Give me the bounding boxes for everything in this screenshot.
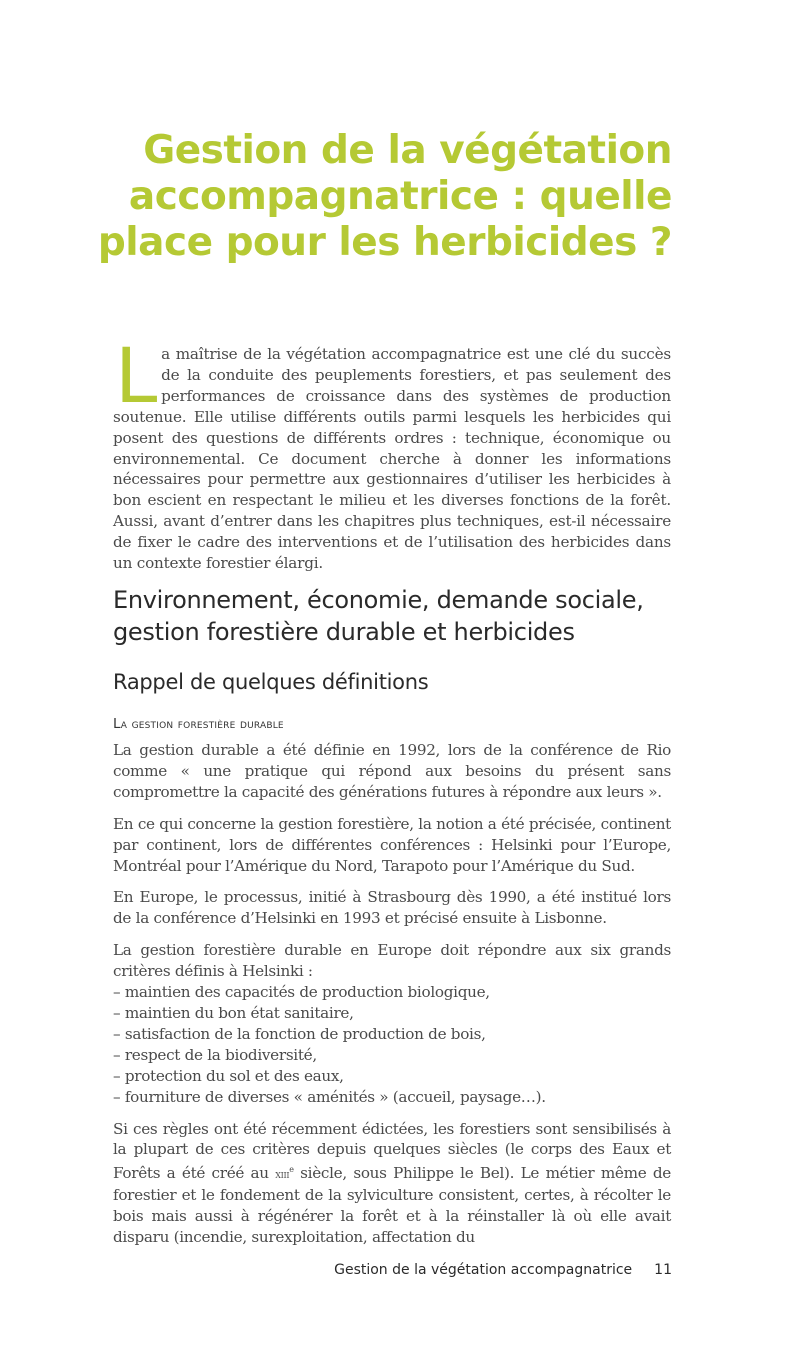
page-footer — [334, 1262, 672, 1278]
intro-paragraph — [113, 331, 671, 574]
criteria-list-item: – protection du sol et des eaux, — [113, 1066, 344, 1085]
intro-text: a maîtrise de la végétation accompagnatrice est une clé du succès de la conduite des peuplements forestiers, et pas seulement des performances de croissance dans des systèmes de production soutenue. Elle utilise différents outils parmi lesquels les herbicides qui posent des questions de différents ordres : technique, économique ou environnemental. Ce document cherche à donner les informations nécessaires pour permettre aux gestionnaires d’utiliser les herbicides à bon escient en respectant le milieu et les diverses fonctions de la forêt. Aussi, avant d’entrer dans les chapitres plus techniques, est-il nécessaire de fixer le cadre des interventions et de l’utilisation des herbicides dans un contexte forestier élargi. — [113, 345, 671, 573]
paragraph-europe-process: En Europe, le processus, initié à Strasbourg dès 1990, a été institué lors de la conférence d’Helsinki en 1993 et précisé ensuite à Lisbonne. — [113, 888, 671, 928]
subsection-heading: Rappel de quelques définitions — [113, 670, 429, 694]
page-number: 11 — [654, 1262, 672, 1278]
running-title: Gestion de la végétation accompagnatrice — [334, 1262, 633, 1278]
subsubsection-heading: La gestion forestière durable — [113, 716, 284, 732]
section-heading: Environnement, économie, demande sociale, gestion forestière durable et herbicides — [113, 586, 644, 646]
criteria-list-item: – maintien du bon état sanitaire, — [113, 1003, 354, 1022]
paragraph-six-criteria — [113, 940, 671, 1107]
criteria-list-item: – satisfaction de la fonction de production de bois, — [113, 1024, 486, 1043]
history-text-part2: siècle, sous Philippe le Bel). Le métier même de forestier et le fondement de la sylviculture consistent, certes, à récolter le bois mais aussi à régénérer la forêt et à la réinstaller là où elle avait disparu (incendie, surexploitation, affectation du — [113, 1164, 671, 1247]
century-numeral: xiii — [275, 1167, 290, 1182]
paragraph-rio-definition: La gestion durable a été définie en 1992, lors de la conférence de Rio comme « une pratique qui répond aux besoins du présent sans compromettre la capacité des générations futures à répondre aux leurs ». — [113, 741, 671, 801]
chapter-title: Gestion de la végétation accompagnatrice : quelle place pour les herbicides ? — [97, 128, 672, 265]
history-text-part1: Si ces règles ont été récemment édictées, les forestiers sont sensibilisés à la plupart de ces critères depuis quelques siècles (le corps des Eaux et Forêts a été créé au — [113, 1119, 671, 1183]
century-superscript: e — [289, 1165, 294, 1175]
criteria-list-item: – respect de la biodiversité, — [113, 1045, 317, 1064]
criteria-list-item: – fourniture de diverses « aménités » (accueil, paysage…). — [113, 1087, 546, 1106]
drop-cap: L — [115, 331, 158, 420]
paragraph-continent-conferences: En ce qui concerne la gestion forestière, la notion a été précisée, continent par continent, lors de différentes conférences : Helsinki pour l’Europe, Montréal pour l’Amérique du Nord, Tarapoto pour l’Amérique du Sud. — [113, 814, 671, 875]
paragraph-history — [113, 1119, 671, 1249]
body-text — [113, 740, 671, 1259]
criteria-intro: La gestion forestière durable en Europe doit répondre aux six grands critères définis à Helsinki : — [113, 941, 671, 981]
criteria-list-item: – maintien des capacités de production biologique, — [113, 983, 490, 1002]
